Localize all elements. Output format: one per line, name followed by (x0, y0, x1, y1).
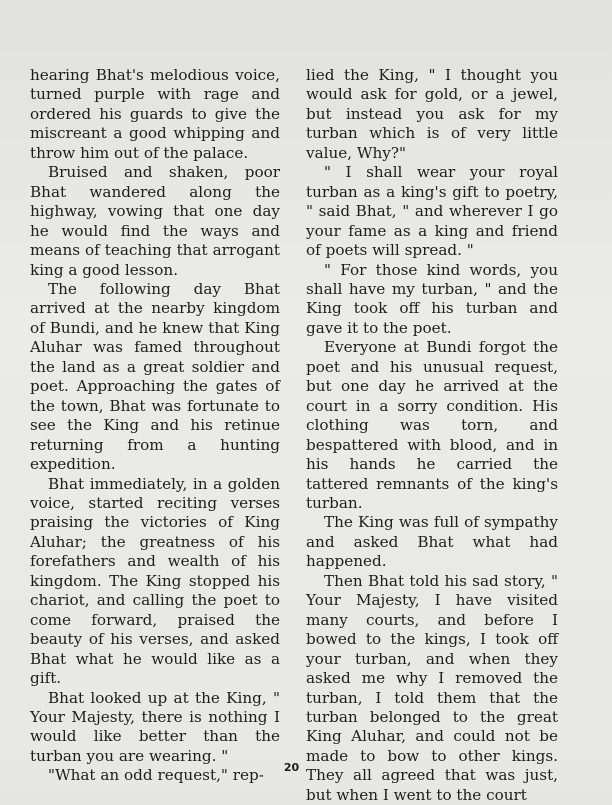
paragraph: Bruised and shaken, poor Bhat wandered along the highway, vowing that one day he would find the ways and means of teaching that arrogant king a good lesson. (30, 163, 280, 279)
paragraph: "What an odd request," rep- (48, 766, 264, 785)
paragraph: Bhat looked up at the King, " Your Majesty, there is nothing I would like better than the turban you are wearing. " (30, 688, 280, 765)
paragraph: hearing Bhat's melodious voice, turned purple with rage and ordered his guards to give the miscreant a good whipping and throw him out of the palace. (30, 66, 280, 162)
paragraph: The King was full of sympathy and asked Bhat what had happened. (306, 513, 558, 571)
page-number: 20 (283, 761, 300, 774)
left-column (30, 66, 280, 786)
right-column (306, 66, 558, 805)
paragraph: Everyone at Bundi forgot the poet and his unusual request, but one day he arrived at the court in a sorry condition. His clothing was torn, and bespattered with blood, and in his hands he carried the tattered remnants of the king's turban. (306, 338, 558, 512)
paragraph: lied the King, " I thought you would ask for gold, or a jewel, but instead you ask for my turban which is of very little value, Why?" (306, 66, 558, 162)
paragraph: The following day Bhat arrived at the nearby kingdom of Bundi, and he knew that King Aluhar was famed throughout the land as a great soldier and poet. Approaching the gates of the town, Bhat was fortunate to see the King and his retinue returning from a hunting expedition. (30, 279, 280, 474)
paragraph: " I shall wear your royal turban as a king's gift to poetry, " said Bhat, " and wherever I go your fame as a king and friend of poets will spread. " (306, 163, 558, 260)
paragraph: Bhat immediately, in a golden voice, started reciting verses praising the victories of King Aluhar; the greatness of his forefathers and wealth of his kingdom. The King stopped his chariot, and calling the poet to come forward, praised the beauty of his verses, and asked Bhat what he would like as a gift. (30, 474, 280, 688)
paragraph: Then Bhat told his sad story, " Your Majesty, I have visited many courts, and before I bowed to the kings, I took off your turban, and when they asked me why I removed the turban, I told them that the turban belonged to the great King Aluhar, and could not be made to bow to other kings. They all agreed that was just, but when I went to the court (306, 571, 558, 804)
paragraph: " For those kind words, you shall have my turban, " and the King took off his turban and gave it to the poet. (306, 260, 558, 337)
